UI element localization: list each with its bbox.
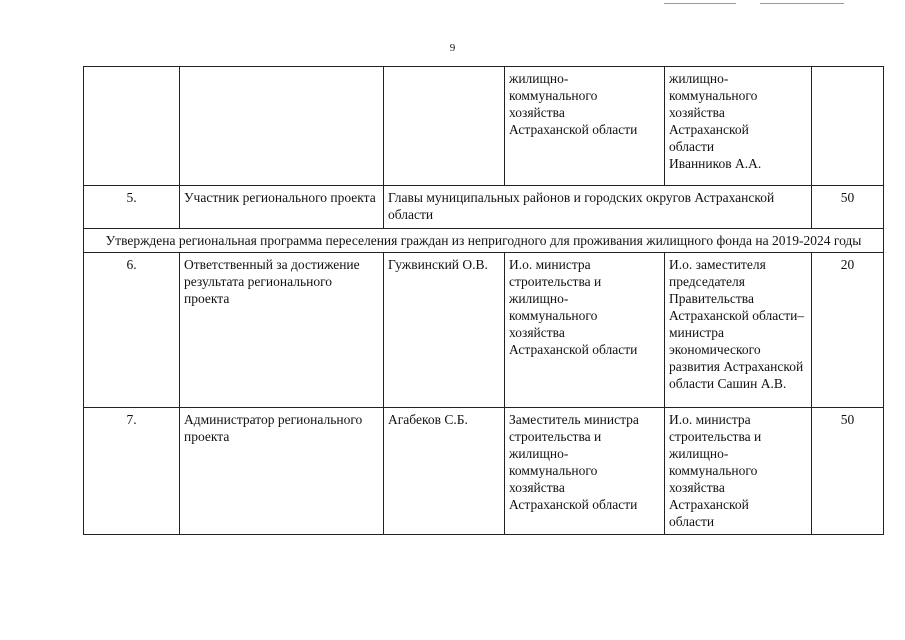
table-row bbox=[84, 67, 884, 186]
section-header: Утверждена региональная программа переселения граждан из непригодного для проживания жилищного фонда на 2019-2024 годы bbox=[84, 229, 884, 253]
top-rule-mark bbox=[664, 3, 736, 4]
project-supervisor-cell: И.о. заместителя председателя Правительства Астраханской области– министра экономического развития Астраханской области Сашин А.В. bbox=[665, 253, 812, 408]
page-number: 9 bbox=[449, 42, 456, 54]
table-row bbox=[84, 186, 884, 229]
share-cell bbox=[812, 67, 884, 186]
role-cell: Администратор регионального проекта bbox=[180, 408, 384, 535]
direct-supervisor-cell: И.о. министра строительства и жилищно- коммунального хозяйства Астраханской области bbox=[505, 253, 665, 408]
share-cell: 20 bbox=[812, 253, 884, 408]
name-cell: Агабеков С.Б. bbox=[384, 408, 505, 535]
row-number-cell: 5. bbox=[84, 186, 180, 229]
row-number-cell: 6. bbox=[84, 253, 180, 408]
share-cell: 50 bbox=[812, 186, 884, 229]
section-header-row bbox=[84, 229, 884, 253]
direct-supervisor-cell: Заместитель министра строительства и жилищно- коммунального хозяйства Астраханской области bbox=[505, 408, 665, 535]
role-cell bbox=[180, 67, 384, 186]
project-supervisor-cell: И.о. министра строительства и жилищно- коммунального хозяйства Астраханской области bbox=[665, 408, 812, 535]
role-cell: Ответственный за достижение результата регионального проекта bbox=[180, 253, 384, 408]
role-cell: Участник регионального проекта bbox=[180, 186, 384, 229]
participants-table bbox=[83, 66, 884, 535]
name-cell: Гужвинский О.В. bbox=[384, 253, 505, 408]
name-cell bbox=[384, 67, 505, 186]
table-row bbox=[84, 408, 884, 535]
direct-supervisor-cell: жилищно- коммунального хозяйства Астраханской области bbox=[505, 67, 665, 186]
project-supervisor-cell: жилищно- коммунального хозяйства Астраханской области Иванников А.А. bbox=[665, 67, 812, 186]
row-number-cell bbox=[84, 67, 180, 186]
row-number-cell: 7. bbox=[84, 408, 180, 535]
table-row bbox=[84, 253, 884, 408]
top-rule-mark bbox=[760, 3, 844, 4]
share-cell: 50 bbox=[812, 408, 884, 535]
name-cell: Главы муниципальных районов и городских округов Астраханской области bbox=[384, 186, 812, 229]
